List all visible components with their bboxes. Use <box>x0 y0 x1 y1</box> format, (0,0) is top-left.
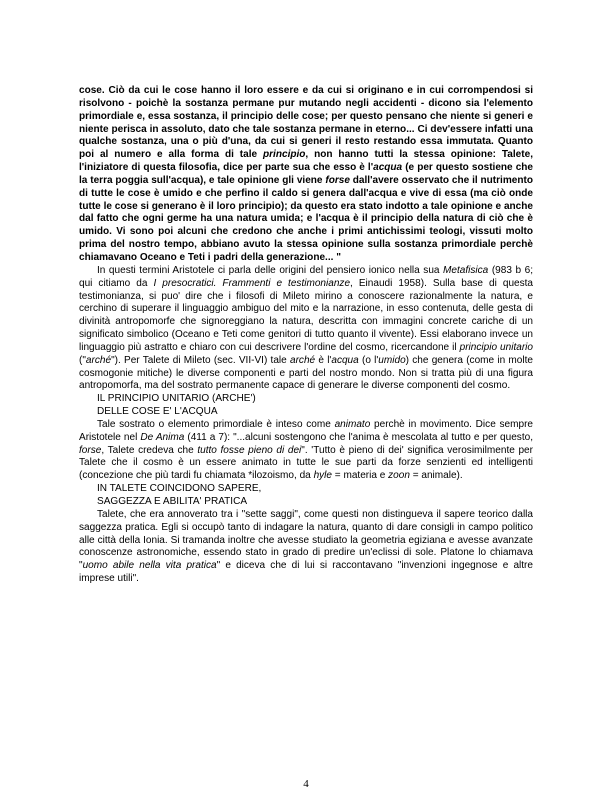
section-heading-arche: IL PRINCIPIO UNITARIO (ARCHE') DELLE COSE E' L'ACQUA <box>97 393 256 418</box>
page-number: 4 <box>303 778 309 790</box>
page-body <box>79 85 533 586</box>
paragraph-de-anima: Tale sostrato o elemento primordiale è inteso come animato perchè in movimento. Dice sempre Aristotele nel De Anima (411 a 7): "...alcuni sostengono che l'anima è mescolata al tutto e per questo, forse, Talete credeva che tutto fosse pieno di dei". 'Tutto è pieno di dei' significa verosimilmente per Talete che il cosmo è un essere animato in tutte le sue parti da forze senzienti ed intelligenti (concezione che più tardi fu chiamata *ilozoismo, da hyle = materia e zoon = animale). <box>79 418 534 482</box>
paragraph-sette-saggi: Talete, che era annoverato tra i "sette saggi", come questi non distingueva il sapere teorico dalla saggezza pratica. Egli si occupò tanto di indagare la natura, quanto di dare consigli in campo politico alle città della Ionia. Si tramanda inoltre che avesse studiato la geometria egiziana e avesse avanzate conoscenze astronomiche, essendo stato in grado di predire un'eclissi di sole. Platone lo chiamava "uomo abile nella vita pratica" e diceva che di lui si raccontavano "invenzioni ingegnose e altre imprese utili". <box>79 508 533 585</box>
aristotle-quote: cose. Ciò da cui le cose hanno il loro essere e da cui si originano e in cui corrompendosi si risolvono - poichè la sostanza permane pur mutando negli accidenti - dicono sia l'elemento primordiale e, essa sostanza, il principio delle cose; per questo pensano che niente si generi e niente perisca in assoluto, dato che tale sostanza permane in eterno... Ci dev'essere infatti una qualche sostanza, una o più d'una, da cui si generi il resto restando essa immutata. Quanto poi al numero e alla forma di tale principio, non hanno tutti la stessa opinione: Talete, l'iniziatore di questa filosofia, dice per parte sua che esso è l'acqua (e per questo sostiene che la terra poggia sull'acqua), e tale opinione gli viene forse dall'avere osservato che il nutrimento di tutte le cose è umido e che perfino il caldo si genera dall'acqua e vive di essa (ma ciò onde tutte le cose si generano è il loro principio); da questo era stato indotto a tale opinione e anche dal fatto che ogni germe ha una natura umida; e l'acqua è il principio della natura di ciò che è umido. Vi sono poi alcuni che credono che anche i primi antichissimi teologi, vissuti molto prima del nostro tempo, abbiano avuto la stessa opinione sulla sostanza primordiale perchè chiamavano Oceano e Teti i padri della generazione... " <box>79 85 534 263</box>
section-heading-talete: IN TALETE COINCIDONO SAPERE, SAGGEZZA E ABILITA' PRATICA <box>97 483 262 507</box>
paragraph-metafisica: In questi termini Aristotele ci parla delle origini del pensiero ionico nella sua Metafisica (983 b 6; qui citiamo da I presocratici. Frammenti e testimonianze, Einaudi 1958). Sulla base di questa testimonianza, si puo' dire che i filosofi di Mileto mirino a conoscere razionalmente la natura, e cerchino di superare il linguaggio ambiguo del mito e la narrazione, in esso contenuta, delle gesta di divinità antropomorfe che signoreggiano la natura, descritta con immagini concrete cariche di un significato simbolico (Oceano e Teti come genitori di tutto quanto il vivente). Essi elaborano invece un linguaggio più astratto e chiaro con cui descrivere l'ordine del cosmo, ricercandone il principio unitario ("arché"). Per Talete di Mileto (sec. VII-VI) tale arché è l'acqua (o l'umido) che genera (come in molte cosmogonie mitiche) le diverse componenti e parti del nostro mondo. Non si tratta più di una figura antropomorfa, ma del sostrato permanente capace di generare le diverse componenti del cosmo. <box>79 264 534 392</box>
